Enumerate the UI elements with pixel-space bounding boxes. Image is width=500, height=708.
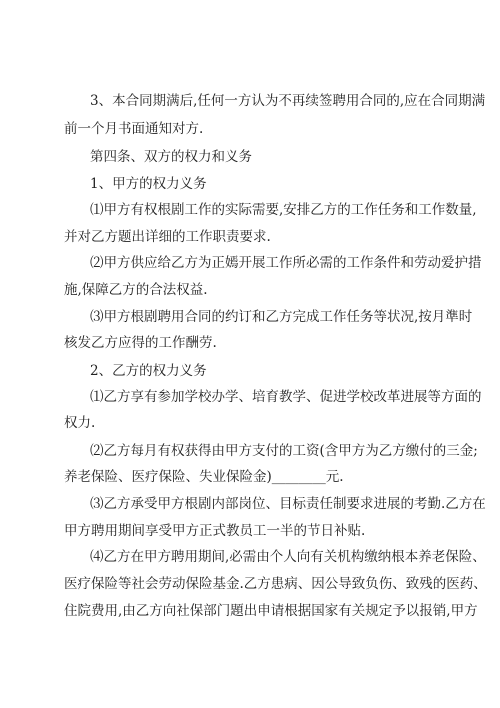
party-a-item-1-line-1: ⑴甲方有权根剧工作的实际需要,安排乙方的工作任务和工作数量,: [90, 202, 477, 218]
party-b-item-4-line-1: ⑷乙方在甲方聘用期间,必需由个人向有关机构缴纳根本养老保险、: [90, 549, 486, 565]
party-a-item-2-line-2: 施,保障乙方的合法权益.: [64, 282, 208, 298]
party-b-item-4-line-2: 医疗保险等社会劳动保险基金.乙方患病、因公导致负伤、致残的医药、: [64, 576, 487, 592]
party-b-item-3-line-1: ⑶乙方承受甲方根剧内部岗位、目标责任制要求进展的考勤.乙方在: [90, 496, 486, 512]
party-a-heading: 1、甲方的权力义务: [90, 176, 207, 192]
party-a-item-3-line-1: ⑶甲方根剧聘用合同的约订和乙方完成工作任务等状况,按月準时: [90, 309, 473, 325]
party-b-item-1-line-2: 权力.: [64, 415, 96, 431]
clause-3-line-2: 前一个月书面通知对方.: [64, 121, 204, 137]
party-a-item-1-line-2: 并对乙方题出详细的工作职责要求.: [64, 229, 271, 245]
party-b-item-3-line-2: 甲方聘用期间享受甲方正式教员工一半的节日补贴.: [64, 523, 366, 539]
party-b-heading: 2、乙方的权力义务: [90, 363, 207, 379]
article-4-heading: 第四条、双方的权力和义务: [90, 149, 252, 165]
party-b-item-2-line-1: ⑵乙方每月有权获得由甲方支付的工资(含甲方为乙方缴付的三金;: [90, 443, 478, 459]
party-a-item-3-line-2: 核发乙方应得的工作酬劳.: [64, 335, 217, 351]
party-b-item-2-line-2: 养老保险、医疗保险、失业保险金)________元.: [64, 469, 344, 485]
party-b-item-4-line-3: 住院费用,由乙方向社保部门題出申请根据国家有关规定予以报销,甲方: [64, 603, 478, 619]
party-a-item-2-line-1: ⑵甲方供应给乙方为正嫣开展工作所必需的工作条件和劳动爱护措: [90, 255, 482, 271]
party-b-item-1-line-1: ⑴乙方享有参加学校办学、培育教学、促进学校改革进展等方面的: [90, 389, 482, 405]
clause-3-line-1: 3、本合同期满后,任何一方认为不再续签聘用合同的,应在合同期满: [90, 93, 486, 109]
